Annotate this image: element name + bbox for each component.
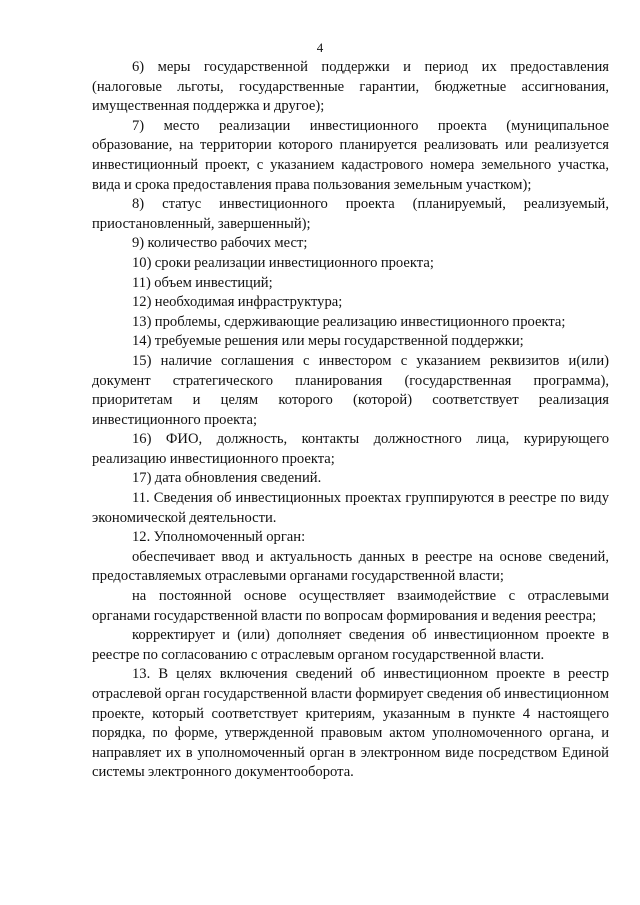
paragraph: 13) проблемы, сдерживающие реализацию инвестиционного проекта; — [132, 313, 566, 330]
paragraph: 15) наличие соглашения с инвестором с указанием реквизитов и(или) документ стратегического планирования (государственная программа), приоритетам и целям которого (которой) соответствует реализация инвестиционного проекта; — [92, 352, 609, 428]
paragraph: на постоянной основе осуществляет взаимодействие с отраслевыми органами государственной власти по вопросам формирования и ведения реестра; — [92, 588, 609, 624]
paragraph: 10) сроки реализации инвестиционного проекта; — [132, 254, 434, 271]
paragraph: 11. Сведения об инвестиционных проектах группируются в реестре по виду экономической деятельности. — [92, 490, 609, 526]
paragraph: 6) меры государственной поддержки и период их предоставления (налоговые льготы, государственные гарантии, бюджетные ассигнования, имущественная поддержка и другое); — [92, 59, 609, 115]
paragraph: 11) объем инвестиций; — [132, 274, 273, 291]
paragraph: обеспечивает ввод и актуальность данных в реестре на основе сведений, предоставляемых отраслевыми органами государственной власти; — [92, 548, 609, 585]
paragraph: 8) статус инвестиционного проекта (планируемый, реализуемый, приостановленный, завершенный); — [92, 196, 609, 232]
paragraph: 17) дата обновления сведений. — [132, 470, 322, 487]
paragraph: 13. В целях включения сведений об инвестиционном проекте в реестр отраслевой орган государственной власти формирует сведения об инвестиционном проекте, который соответствует критериям, указанным в пункте 4 настоящего порядка, по форме, утвержденной правовым актом уполномоченного органа, и направляет их в уполномоченный орган в электронном виде посредством Единой системы электронного документооборота. — [92, 666, 609, 781]
paragraph: 14) требуемые решения или меры государственной поддержки; — [132, 333, 524, 350]
document-body — [92, 58, 609, 783]
paragraph: 7) место реализации инвестиционного проекта (муниципальное образование, на территории которого планируется реализовать или реализуется инвестиционный проект, с указанием кадастрового номера земельного участка, вида и срока предоставления права пользования земельным участком); — [92, 117, 609, 193]
paragraph: корректирует и (или) дополняет сведения об инвестиционном проекте в реестре по согласованию с отраслевым органом государственной власти. — [92, 627, 609, 663]
paragraph: 9) количество рабочих мест; — [132, 235, 308, 252]
paragraph: 12. Уполномоченный орган: — [132, 529, 306, 546]
page-number: 4 — [316, 40, 324, 55]
paragraph: 16) ФИО, должность, контакты должностного лица, курирующего реализацию инвестиционного проекта; — [92, 431, 609, 467]
paragraph: 12) необходимая инфраструктура; — [132, 294, 343, 311]
